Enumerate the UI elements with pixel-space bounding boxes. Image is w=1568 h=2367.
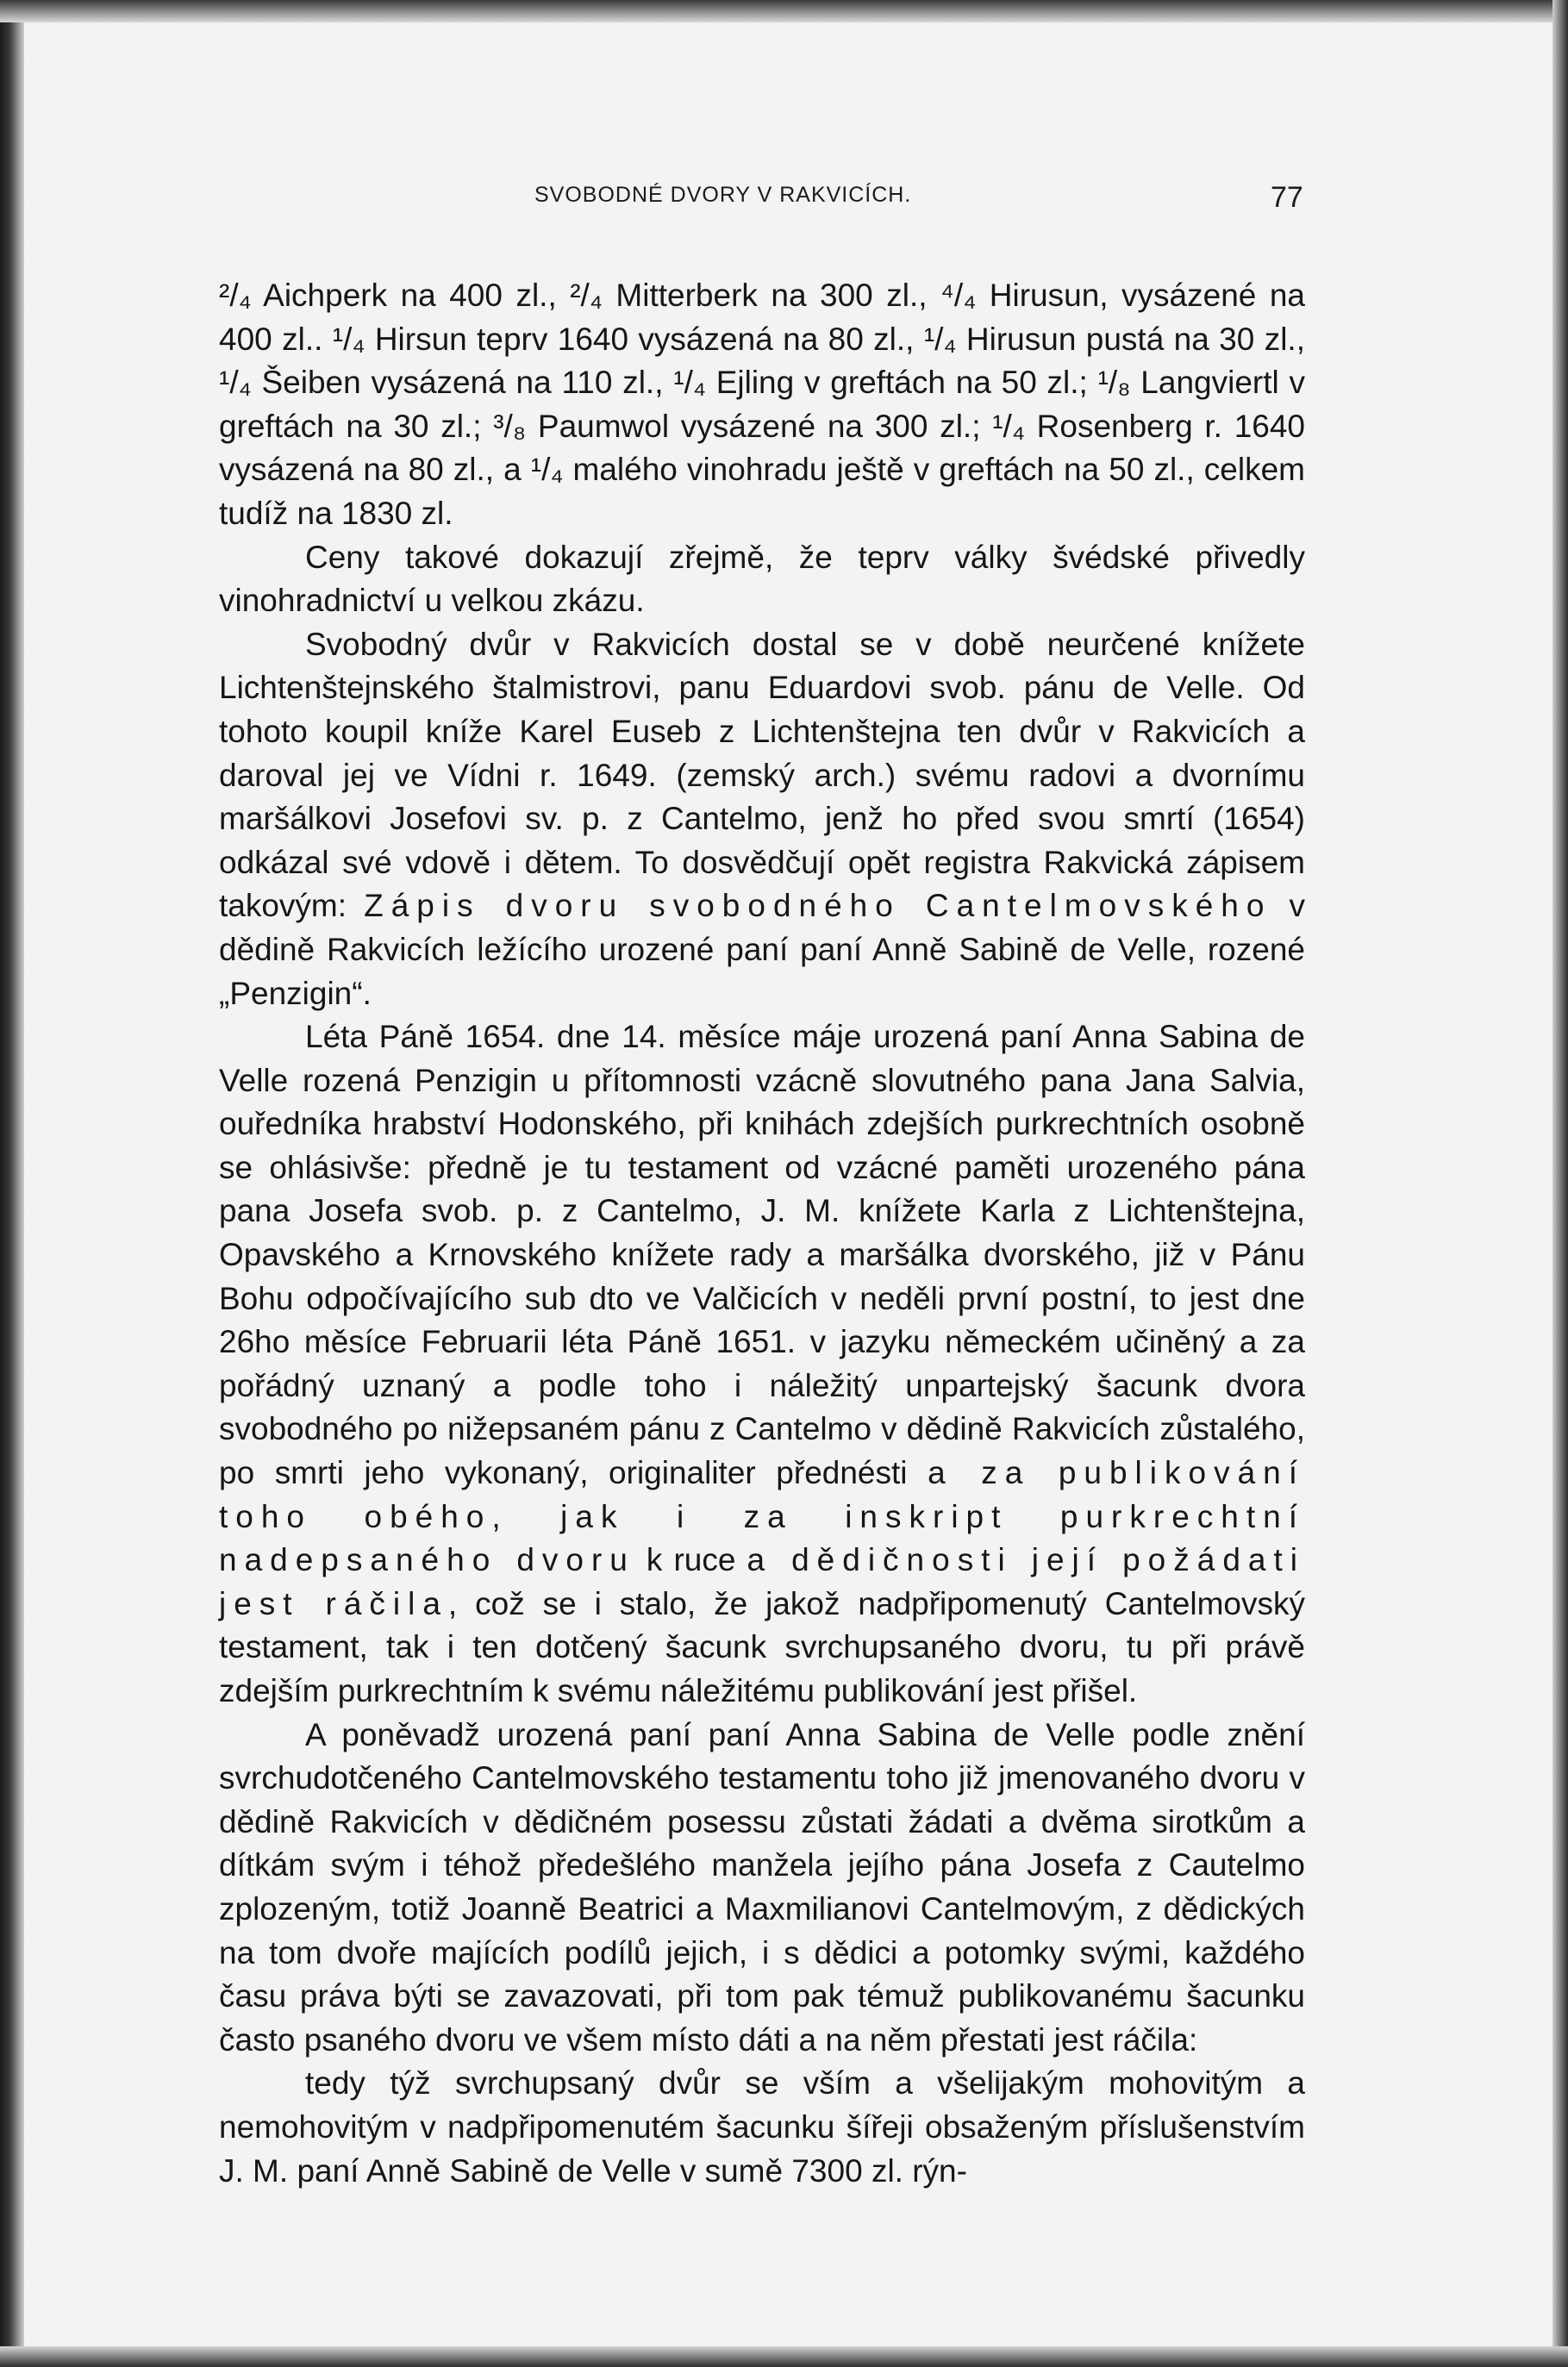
top-edge-shadow <box>0 0 1568 22</box>
text-segment: A poněvadž urozená paní paní Anna Sabina de Velle podle znění svrchudotčeného Cantelmovského testamentu toho již jmenovaného dvoru v dědině Rakvicích v dědičném posessu zůstati žádati a dvěma sirotkům a dítkám svým i téhož předešlého manžela jejího pána Josefa z Cautelmo zplozeným, totiž Joanně Beatrici a Maxmilianovi Cantelmovým, z dědických na tom dvoře majících podílů jejich, i s dědici a potomky svými, každého času práva býti se zavazovati, při tom pak témuž publikovanému šacunku často psaného dvoru ve všem místo dáti a na něm přestati jest ráčila: <box>219 1716 1305 2058</box>
text-segment: Svobodný dvůr v Rakvicích dostal se v době neurčené knížete Lichtenštejnského štalmistrovi, panu Eduardovi svob. pánu de Velle. Od tohoto koupil kníže Karel Euseb z Lichtenštejna ten dvůr v Rakvicích a daroval jej ve Vídni r. 1649. (zemský arch.) svému radovi a dvornímu maršálkovi Josefovi sv. p. z Cantelmo, jenž ho před svou smrtí (1654) odkázal své vdově i dětem. To dosvědčují opět registra Rakvická zápisem takovým: <box>219 626 1305 924</box>
text-segment: Ceny takové dokazují zřejmě, že teprv války švédské přivedly vinohradnictví u velkou zkázu. <box>219 539 1305 619</box>
paragraph <box>219 2062 1305 2193</box>
body-text <box>219 274 1305 2193</box>
paragraph <box>219 1714 1305 2063</box>
text-segment: ²/₄ Aichperk na 400 zl., ²/₄ Mitterberk na 300 zl., ⁴/₄ Hirusun, vysázené na 400 zl.. ¹/₄ Hirsun teprv 1640 vysázená na 80 zl., ¹/₄ Hirusun pustá na 30 zl., ¹/₄ Šeiben vysázená na 110 zl., ¹/₄ Ejling v greftách na 50 zl.; ¹/₈ Langviertl v greftách na 30 zl.; ³/₈ Paumwol vysázené na 300 zl.; ¹/₄ Rosenberg r. 1640 vysázená na 80 zl., a ¹/₄ malého vinohradu ještě v greftách na 50 zl., celkem tudíž na 1830 zl. <box>219 278 1305 531</box>
text-segment: Léta Páně 1654. dne 14. měsíce máje urozená paní Anna Sabina de Velle rozená Penzigin u přítomnosti vzácně slovutného pana Jana Salvia, ouředníka hrabství Hodonského, při knihách zdejších purkrechtních osobně se ohlásivše: předně je tu testament od vzácné paměti urozeného pána pana Josefa svob. p. z Cantelmo, J. M. knížete Karla z Lichtenštejna, Opavského a Krnovského knížete rady a maršálka dvorského, již v Pánu Bohu odpočívajícího sub dto ve Valčicích v neděli první postní, to jest dne 26ho měsíce Februarii léta Páně 1651. v jazyku německém učiněný a za pořádný uznaný a podle toho i náležitý unpartejský šacunk dvora svobodného po nižepsaném pánu z Cantelmo v dědině Rakvicích zůstalého, po smrti jeho vykonaný, originaliter přednésti <box>219 1019 1305 1491</box>
text-segment: , což se i stalo, že jakož nadpřipomenutý Cantelmovský testament, tak i ten dotčený šacunk svrchupsaného dvoru, tu při právě zdejším purkrechtním k svému náležitému publikování jest přišel. <box>219 1585 1305 1708</box>
text-segment: k ruce <box>634 1542 747 1578</box>
text-segment: tedy týž svrchupsaný dvůr se vším a všelijakým mohovitým a nemohovitým v nadpřipomenutém šacunku šířeji obsaženým příslušenstvím J. M. paní Anně Sabině de Velle v sumě 7300 zl. rýn- <box>219 2065 1305 2189</box>
emphasized-text: Zápis dvoru svobodného Cantelmovského <box>364 888 1272 924</box>
emphasized-text: a dědičnosti její požádati jest ráčila <box>219 1542 1305 1621</box>
emphasized-text: a za publikování toho obého, jak i za inskript purkrechtní nadepsaného dvoru <box>219 1455 1306 1578</box>
right-edge-shadow <box>1552 0 1568 2367</box>
text-segment: v dědině Rakvicích ležícího urozené paní paní Anně Sabině de Velle, rozené „Penzigin“. <box>219 888 1306 1011</box>
page-number: 77 <box>1271 181 1303 214</box>
paragraph <box>219 1015 1305 1714</box>
binding-shadow <box>0 0 24 2367</box>
paragraph <box>219 536 1305 623</box>
running-title: SVOBODNÉ DVORY V RAKVICÍCH. <box>534 183 912 207</box>
paragraph <box>219 623 1305 1015</box>
paragraph <box>219 274 1305 536</box>
bottom-edge-shadow <box>0 2346 1568 2367</box>
